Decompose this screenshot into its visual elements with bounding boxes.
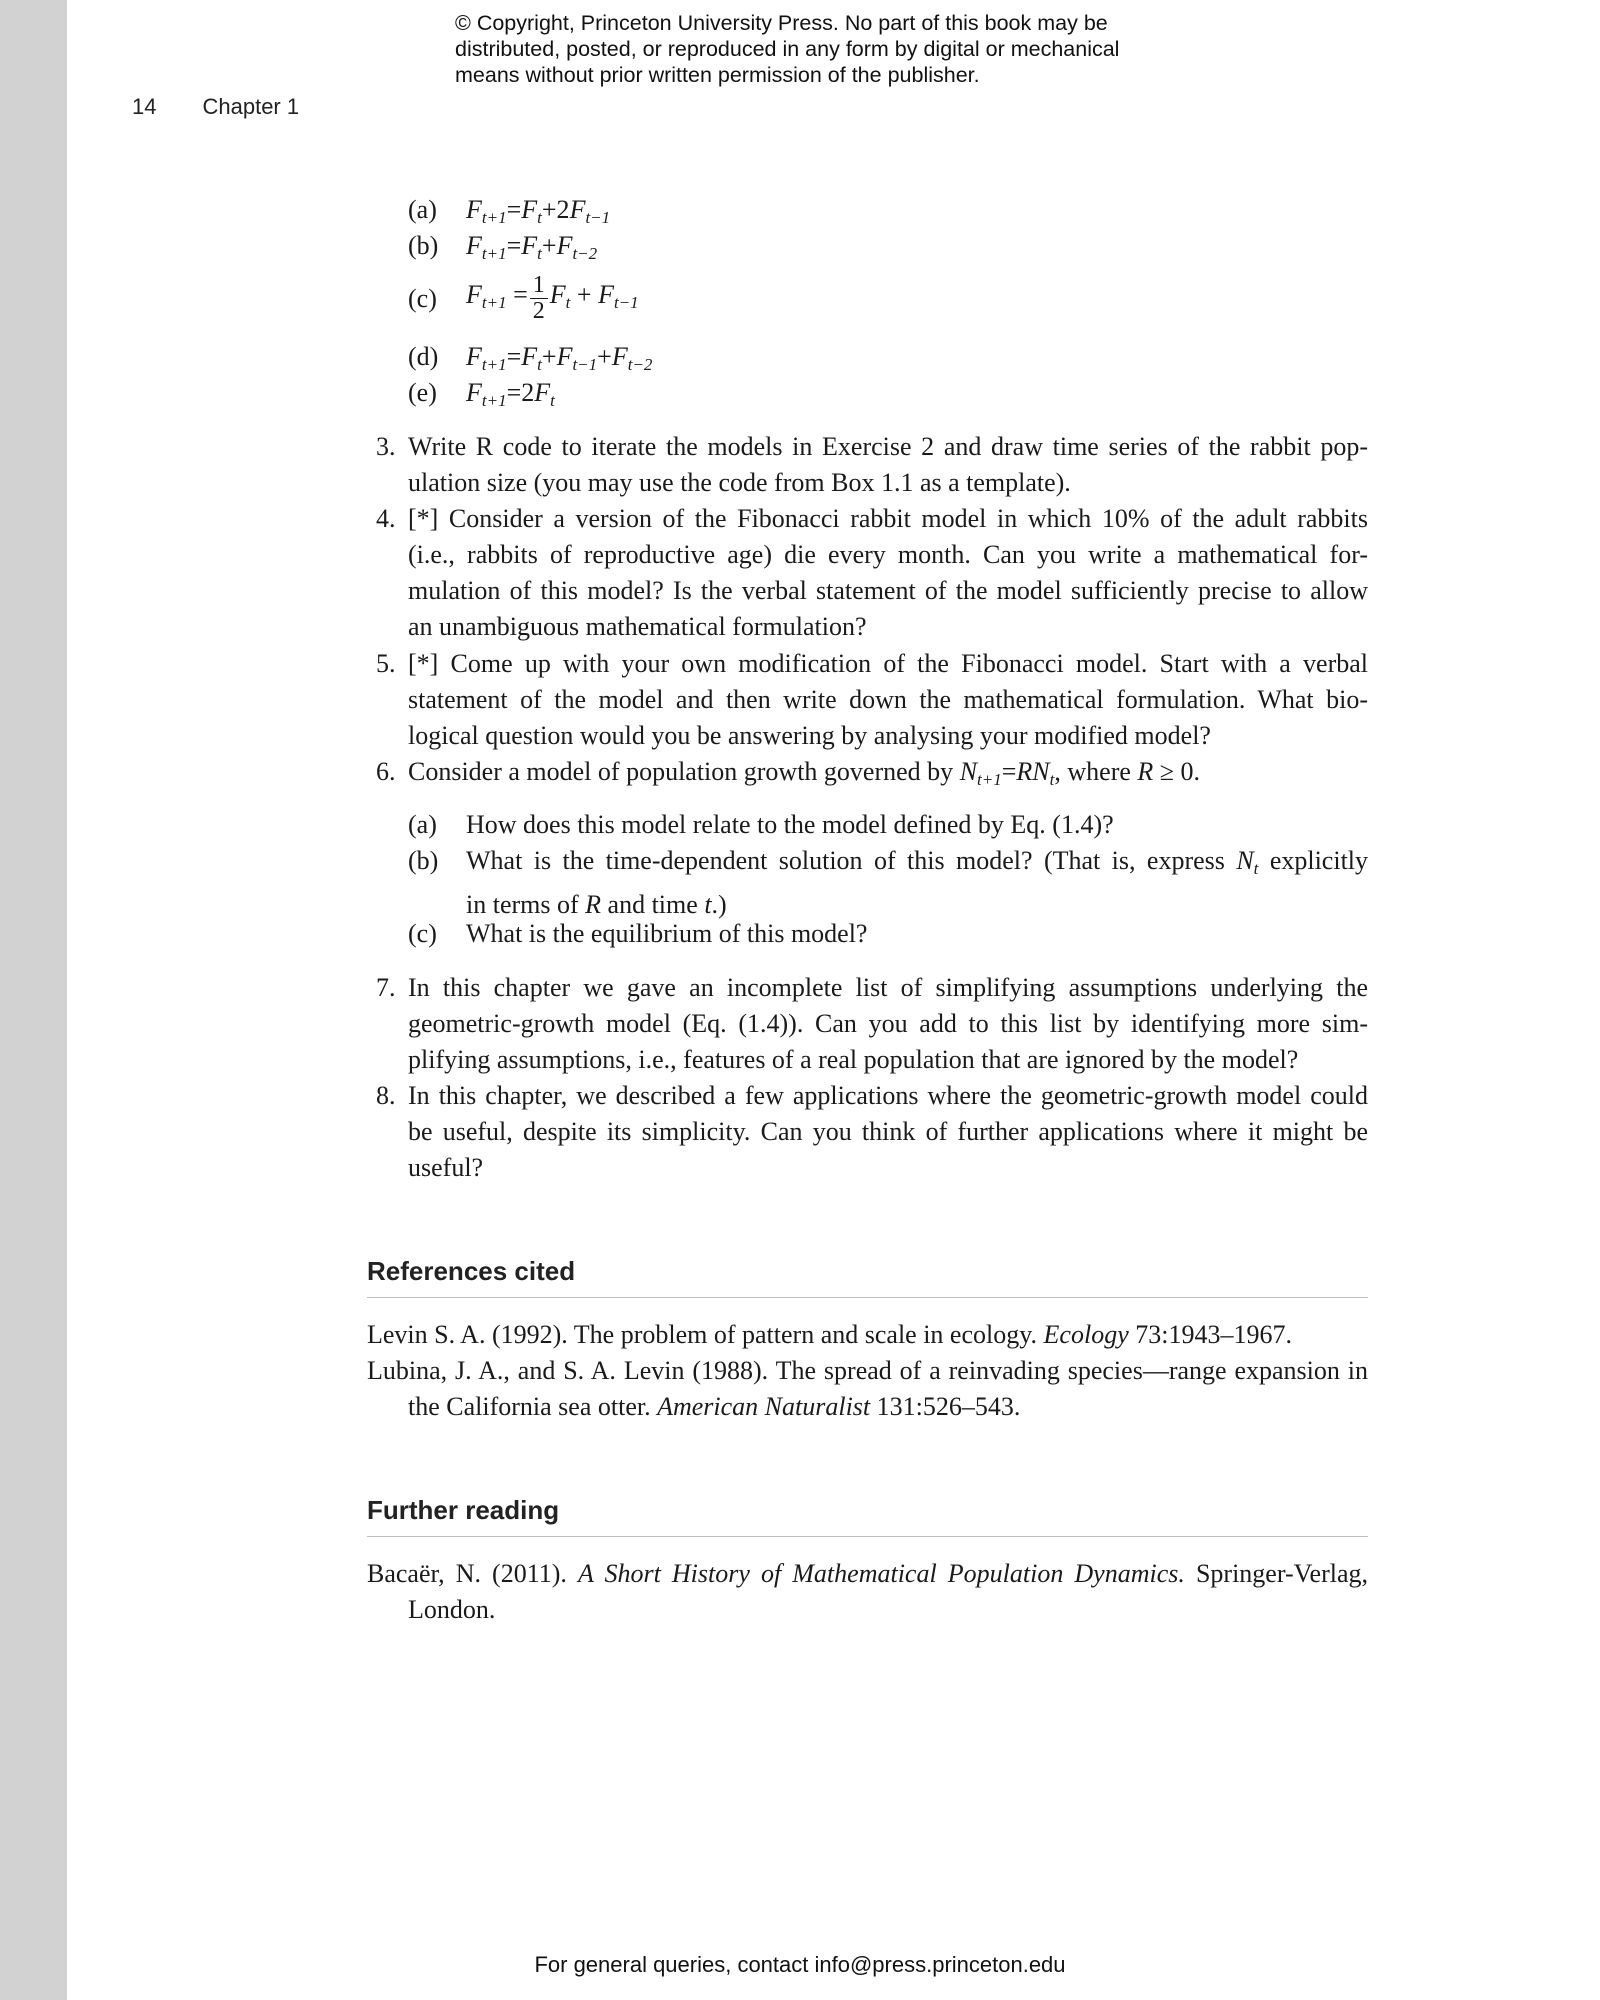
equation-label: (e) bbox=[408, 378, 437, 407]
exercise-line: mulation of this model? Is the verbal statement of the model sufficiently precise to allow bbox=[408, 576, 1368, 605]
reference-entry bbox=[367, 1317, 1368, 1353]
exercise-line: ulation size (you may use the code from Box 1.1 as a template). bbox=[408, 468, 1071, 497]
equation-a: (a) $F_{t+1}=F_t+2F_{t-1}$ bbox=[408, 195, 611, 227]
reference-line bbox=[408, 1389, 1368, 1425]
exercise-6a bbox=[408, 807, 1368, 843]
reference-line bbox=[367, 1317, 1368, 1353]
exercise-6 bbox=[378, 754, 1368, 798]
exercise-number: 4. bbox=[376, 504, 396, 533]
reference-entry bbox=[367, 1556, 1368, 1628]
exercise-text: Consider a model of population growth governed by bbox=[408, 757, 954, 786]
sub-item-label: (a) bbox=[408, 810, 437, 839]
sub-item-text: .) bbox=[711, 890, 727, 919]
sub-item-text: and time bbox=[607, 890, 698, 919]
equation-b: (b) $F_{t+1}=F_t+F_{t-2}$ bbox=[408, 231, 598, 263]
journal-title: Ecology bbox=[1043, 1320, 1129, 1349]
reference-text: Bacaër, N. (2011). bbox=[367, 1559, 567, 1588]
reference-text: Levin S. A. (1992). The problem of pattern and scale in ecology. bbox=[367, 1320, 1038, 1349]
exercise-7 bbox=[378, 970, 1368, 1078]
sub-item-line: How does this model relate to the model defined by Eq. (1.4)? bbox=[466, 810, 1114, 839]
exercise-line: logical question would you be answering by analysing your modified model? bbox=[408, 721, 1211, 750]
reference-text: 73:1943–1967. bbox=[1135, 1320, 1292, 1349]
exercise-line: In this chapter we gave an incomplete list of simplifying assumptions underlying the bbox=[408, 973, 1368, 1002]
footer-contact: For general queries, contact info@press.princeton.edu bbox=[534, 1952, 1066, 1977]
reference-line bbox=[367, 1556, 1368, 1592]
exercise-number: 6. bbox=[376, 757, 396, 786]
reference-line: Lubina, J. A., and S. A. Levin (1988). The spread of a reinvading species—range expansion in bbox=[367, 1356, 1368, 1385]
page-number: 14 bbox=[132, 94, 157, 119]
sub-item-text: What is the time-dependent solution of this model? (That is, express bbox=[466, 846, 1225, 875]
exercise-3 bbox=[378, 429, 1368, 501]
exercise-line: [*] Come up with your own modification of the Fibonacci model. Start with a verbal bbox=[408, 649, 1368, 678]
reference-text: 131:526–543. bbox=[876, 1392, 1021, 1421]
fraction bbox=[530, 273, 548, 324]
sub-item-text: in terms of bbox=[466, 890, 579, 919]
exercise-line: an unambiguous mathematical formulation? bbox=[408, 612, 867, 641]
exercise-text: , where bbox=[1054, 757, 1131, 786]
fraction-denominator: 2 bbox=[532, 298, 545, 324]
exercise-8 bbox=[378, 1078, 1368, 1186]
exercise-line: be useful, despite its simplicity. Can you think of further applications where it might be bbox=[408, 1117, 1368, 1146]
copyright-notice bbox=[455, 10, 1215, 88]
sub-item-line: What is the equilibrium of this model? bbox=[466, 919, 868, 948]
exercise-5 bbox=[378, 646, 1368, 754]
section-heading-references: References cited bbox=[367, 1256, 1368, 1298]
equation-label: (a) bbox=[408, 195, 437, 224]
exercise-number: 5. bbox=[376, 649, 396, 678]
section-heading-further-reading: Further reading bbox=[367, 1495, 1368, 1537]
equation-e: (e) $F_{t+1}=2F_t$ bbox=[408, 378, 555, 410]
sub-item-label: (b) bbox=[408, 846, 439, 875]
sub-item-line: in terms of R and time t.) bbox=[466, 890, 727, 919]
exercise-number: 8. bbox=[376, 1081, 396, 1110]
exercise-line: In this chapter, we described a few applications where the geometric-growth model could bbox=[408, 1081, 1368, 1110]
exercise-6b bbox=[408, 843, 1368, 923]
copyright-line: © Copyright, Princeton University Press. No part of this book may be bbox=[455, 11, 1108, 35]
exercise-line: Write R code to iterate the models in Exercise 2 and draw time series of the rabbit pop- bbox=[408, 432, 1368, 461]
equation-c: (c) $F_{t+1}$ = $\frac{1}{2}$ $F_t + F_{t-1}$ bbox=[408, 272, 639, 324]
running-head bbox=[132, 94, 299, 120]
fraction-numerator: 1 bbox=[530, 273, 548, 299]
exercise-number: 3. bbox=[376, 432, 396, 461]
exercise-4 bbox=[378, 501, 1368, 645]
exercise-6c bbox=[408, 916, 1368, 952]
page-margin-strip bbox=[0, 0, 67, 2000]
exercise-number: 7. bbox=[376, 973, 396, 1002]
equation-label: (b) bbox=[408, 231, 439, 260]
reference-entry bbox=[367, 1353, 1368, 1425]
exercise-text: ≥ 0. bbox=[1159, 757, 1201, 786]
journal-title: American Naturalist bbox=[657, 1392, 871, 1421]
copyright-line: distributed, posted, or reproduced in any form by digital or mechanical bbox=[455, 37, 1120, 61]
sub-item-line: What is the time-dependent solution of this model? (That is, express $N_t$ explicitly bbox=[466, 846, 1369, 878]
exercise-line: plifying assumptions, i.e., features of a real population that are ignored by the model? bbox=[408, 1045, 1299, 1074]
exercise-line: useful? bbox=[408, 1153, 484, 1182]
reference-text: the California sea otter. bbox=[408, 1392, 651, 1421]
sub-item-label: (c) bbox=[408, 919, 437, 948]
exercise-line: (i.e., rabbits of reproductive age) die every month. Can you write a mathematical for- bbox=[408, 540, 1368, 569]
sub-item-text: explicitly bbox=[1269, 846, 1369, 875]
equation-label: (c) bbox=[408, 283, 437, 313]
reference-line: London. bbox=[408, 1595, 496, 1624]
exercise-line: Consider a model of population growth governed by $N_{t+1}=RN_t$, where R ≥ 0. bbox=[408, 757, 1201, 789]
equation-d: (d) $F_{t+1}=F_t+F_{t-1}+F_{t-2}$ bbox=[408, 342, 653, 374]
reference-text: Springer-Verlag, bbox=[1195, 1559, 1368, 1588]
chapter-label: Chapter 1 bbox=[202, 94, 300, 119]
copyright-line: means without prior written permission of the publisher. bbox=[455, 63, 980, 87]
exercise-line: geometric-growth model (Eq. (1.4)). Can you add to this list by identifying more sim- bbox=[408, 1009, 1368, 1038]
equation-label: (d) bbox=[408, 342, 439, 371]
exercise-line: statement of the model and then write down the mathematical formulation. What bio- bbox=[408, 685, 1368, 714]
book-title: A Short History of Mathematical Population Dynamics. bbox=[577, 1559, 1185, 1588]
exercise-line: [*] Consider a version of the Fibonacci rabbit model in which 10% of the adult rabbits bbox=[408, 504, 1368, 533]
